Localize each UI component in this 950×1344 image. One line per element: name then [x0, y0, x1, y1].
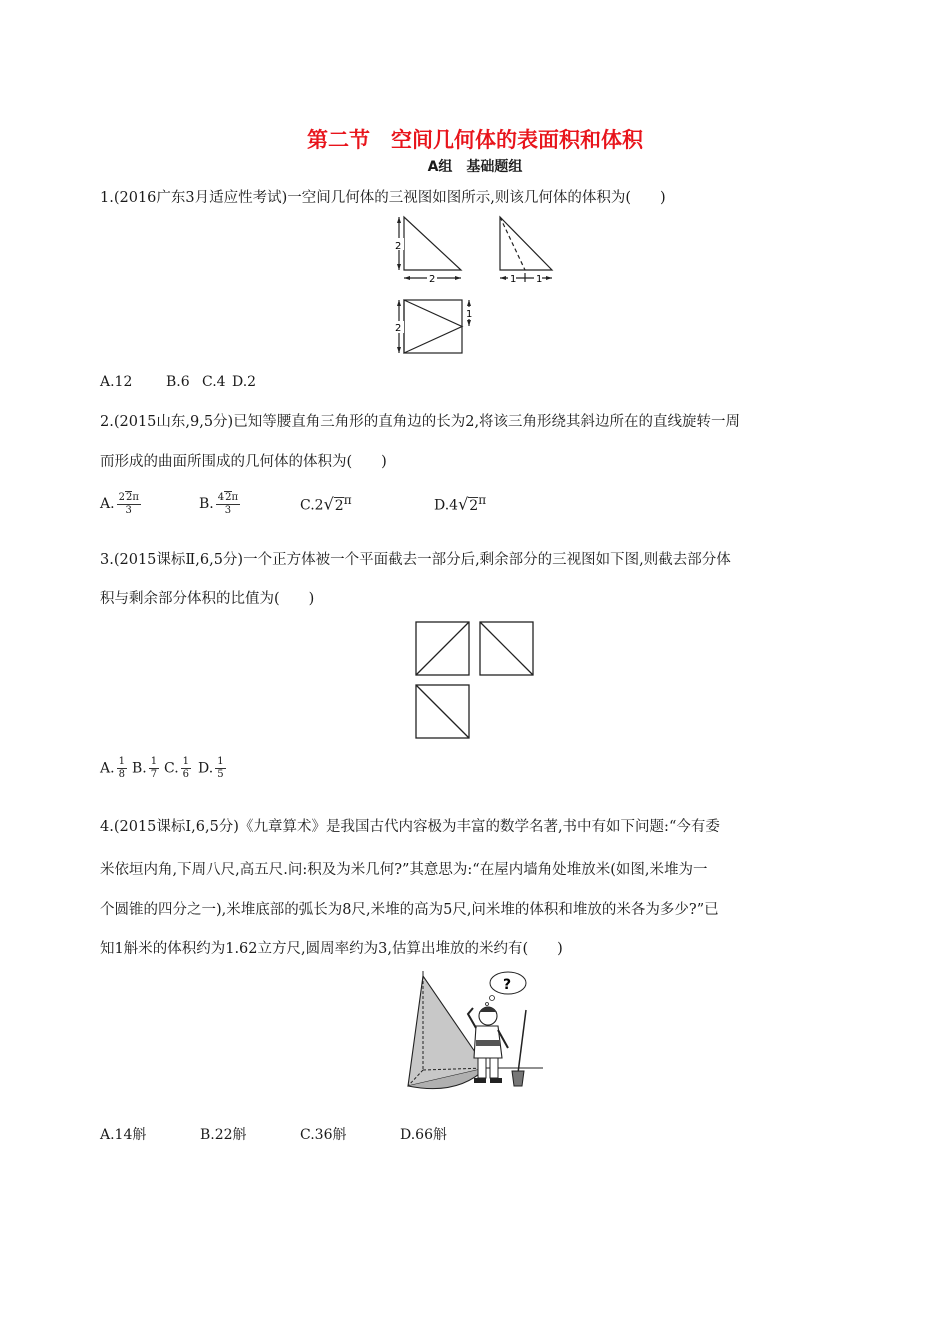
- q2-stem-line2: 而形成的曲面所围成的几何体的体积为( ): [100, 454, 387, 470]
- q2-option-a-fraction: $\frac{22\pi}{3}$: [118, 492, 139, 516]
- q4-stem-line3: 个圆锥的四分之一),米堆底部的弧长为8尺,米堆的高为5尺,问米堆的体积和堆放的米各为多少?”已: [100, 902, 719, 918]
- q4-stem-line2: 米依垣内角,下周八尺,高五尺.问:积及为米几何?”其意思为:“在屋内墙角处堆放米(如图,米堆为一: [100, 862, 708, 878]
- q2-option-a: A. $\frac{22\pi}{3}$: [100, 492, 139, 516]
- q2-option-c: $C.2√2^\pi$: [300, 493, 352, 514]
- q4-option-c: C.36斛: [300, 1127, 347, 1143]
- q4-stem-line1: 4.(2015课标Ⅰ,6,5分)《九章算术》是我国古代内容极为丰富的数学名著,书中有如下问题:“今有委: [100, 819, 720, 835]
- q1-option-d: D.2: [232, 374, 257, 390]
- q4-option-b: B.22斛: [200, 1127, 247, 1143]
- q3-three-view-figure: [416, 622, 536, 742]
- q4-stem-line4: 知1斛米的体积约为1.62立方尺,圆周率约为3,估算出堆放的米约有( ): [100, 941, 563, 957]
- q2-option-b: B. $\frac{42\pi}{3}$: [199, 492, 239, 516]
- section-subtitle: A组 基础题组: [427, 159, 523, 175]
- q1-side-left-label: 1: [510, 274, 517, 285]
- q4-option-d: D.66斛: [400, 1127, 447, 1143]
- q4-thought-question-mark: ?: [503, 977, 512, 993]
- q1-option-c: C.4: [202, 374, 226, 390]
- q1-option-b: B.6: [166, 374, 190, 390]
- q1-top-right-label: 1: [466, 309, 473, 320]
- q3-option-a: A. $\frac{1}{8}$: [100, 756, 125, 780]
- q2-stem-line1: 2.(2015山东,9,5分)已知等腰直角三角形的直角边的长为2,将该三角形绕其斜边所在的直线旋转一周: [100, 414, 741, 430]
- q1-front-height-label: 2: [395, 241, 402, 252]
- q1-side-right-label: 1: [536, 274, 543, 285]
- q3-option-c: C. $\frac{1}{6}$: [164, 756, 190, 780]
- q4-option-a: A.14斛: [100, 1127, 147, 1143]
- q4-rice-pile-illustration: [398, 968, 548, 1093]
- q3-option-d: D. $\frac{1}{5}$: [198, 756, 224, 780]
- q2-option-d: $D.4√2^\pi$: [434, 493, 487, 514]
- q1-top-height-label: 2: [395, 323, 402, 334]
- q1-stem: 1.(2016广东3月适应性考试)一空间几何体的三视图如图所示,则该几何体的体积为( ): [100, 190, 666, 206]
- q3-option-b: B. $\frac{1}{7}$: [132, 756, 158, 780]
- q1-front-width-label: 2: [429, 274, 436, 285]
- q3-stem-line1: 3.(2015课标Ⅱ,6,5分)一个正方体被一个平面截去一部分后,剩余部分的三视图如下图,则截去部分体: [100, 552, 731, 568]
- q1-option-a: A.12: [100, 374, 133, 390]
- q1-three-view-figure: [392, 212, 572, 362]
- q3-stem-line2: 积与剩余部分体积的比值为( ): [100, 591, 315, 607]
- page-title: 第二节 空间几何体的表面积和体积: [307, 128, 643, 152]
- q2-option-b-fraction: $\frac{42\pi}{3}$: [217, 492, 239, 516]
